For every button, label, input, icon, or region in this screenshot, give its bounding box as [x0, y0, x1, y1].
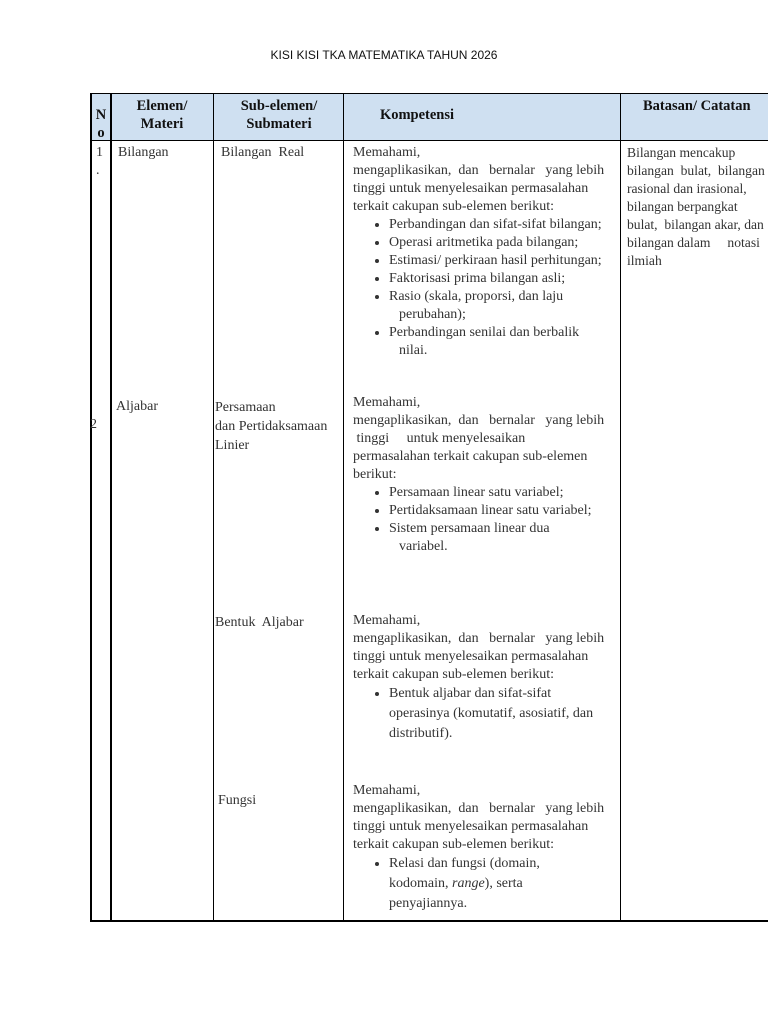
list-item-text: Sistem persamaan linear dua [389, 521, 550, 536]
note-line: rasional dan irasional, [627, 181, 747, 196]
list-item-text: Rasio (skala, proporsi, dan laju [389, 289, 564, 304]
komp-line: Memahami, [353, 395, 421, 410]
list-item: • Perbandingan dan sifat-sifat bilangan; [389, 216, 619, 234]
header-bottom-border [90, 140, 768, 141]
list-item-text: Perbandingan senilai dan berbalik [389, 325, 580, 340]
row2-subelemen [215, 398, 343, 455]
sub-line: Linier [215, 438, 250, 453]
list-item: • Operasi aritmetika pada bilangan; [389, 234, 619, 252]
komp-line: Memahami, [353, 145, 421, 160]
list-item-text: nilai. [399, 343, 428, 358]
note-line: ilmiah [627, 253, 662, 268]
list-item [389, 854, 619, 914]
header-subelemen-line1: Sub-elemen/ [240, 98, 318, 114]
komp-line: permasalahan terkait cakupan sub-elemen [353, 449, 588, 464]
row3-subelemen: Bentuk Aljabar [215, 615, 304, 630]
table-left-border [90, 93, 92, 922]
komp-line: Memahami, [353, 613, 421, 628]
list-item [389, 520, 619, 556]
komp-line: tinggi untuk menyelesaikan permasalahan [353, 181, 589, 196]
komp-line: mengaplikasikan, dan bernalar yang lebih [353, 163, 605, 178]
note-line: bilangan berpangkat [627, 199, 738, 214]
list-item [389, 288, 619, 324]
col-divider-kompetensi [620, 93, 621, 922]
text-part: kodomain, [389, 876, 452, 891]
header-elemen [112, 97, 212, 133]
header-batasan: Batasan/ Catatan [643, 98, 751, 114]
header-subelemen [215, 97, 343, 133]
list-item-text: perubahan); [399, 307, 466, 322]
header-elemen-line2: Materi [140, 116, 184, 132]
komp-line: tinggi untuk menyelesaikan [353, 431, 526, 446]
list-item: • Pertidaksamaan linear satu variabel; [389, 502, 619, 520]
komp-line: berikut: [353, 467, 397, 482]
text-part: ), serta [484, 876, 523, 891]
list-item: • Faktorisasi prima bilangan asli; [389, 270, 619, 288]
row1-subelemen: Bilangan Real [221, 145, 305, 160]
table-top-border [90, 93, 768, 94]
header-no-line1: N [95, 107, 107, 123]
list-item-text: operasinya (komutatif, asosiatif, dan [389, 706, 594, 721]
col-divider-elemen [213, 93, 214, 922]
row2-kompetensi-list [353, 484, 619, 556]
col-divider-subelemen [343, 93, 344, 922]
note-line: bilangan bulat, bilangan [627, 163, 765, 178]
komp-line: tinggi untuk menyelesaikan permasalahan [353, 819, 589, 834]
document-title: KISI KISI TKA MATEMATIKA TAHUN 2026 [270, 48, 498, 62]
row1-kompetensi [353, 144, 619, 360]
row1-elemen: Bilangan [118, 145, 169, 160]
row3-kompetensi-list [353, 684, 619, 744]
list-item-text: • Bentuk aljabar dan sifat-sifat [389, 686, 552, 701]
header-no-line2: o [97, 125, 105, 141]
row1-no-digit: 1 [96, 145, 103, 160]
sub-line: dan Pertidaksamaan [215, 419, 328, 434]
row1-batasan [627, 144, 768, 274]
komp-line: terkait cakupan sub-elemen berikut: [353, 837, 554, 852]
header-kompetensi: Kompetensi [379, 107, 455, 123]
komp-line: tinggi untuk menyelesaikan permasalahan [353, 649, 589, 664]
list-item: • Persamaan linear satu variabel; [389, 484, 619, 502]
komp-line: terkait cakupan sub-elemen berikut: [353, 667, 554, 682]
komp-line: terkait cakupan sub-elemen berikut: [353, 199, 554, 214]
col-divider-no [110, 93, 112, 922]
komp-line: mengaplikasikan, dan bernalar yang lebih [353, 413, 605, 428]
note-line: bilangan dalam notasi [627, 235, 760, 250]
header-subelemen-line2: Submateri [246, 116, 312, 132]
list-item-text: penyajiannya. [389, 896, 468, 911]
komp-line: mengaplikasikan, dan bernalar yang lebih [353, 631, 605, 646]
table-bottom-border [90, 920, 768, 922]
row2-kompetensi [353, 394, 619, 556]
list-item-text [389, 874, 619, 894]
note-line: bulat, bilangan akar, dan [627, 217, 764, 232]
list-item [389, 324, 619, 360]
row3-kompetensi [353, 612, 619, 744]
list-item-text: • Relasi dan fungsi (domain, [389, 856, 540, 871]
row1-kompetensi-list [353, 216, 619, 360]
note-line: Bilangan mencakup [627, 145, 736, 160]
row4-kompetensi [353, 782, 619, 914]
komp-line: mengaplikasikan, dan bernalar yang lebih [353, 801, 605, 816]
header-elemen-line1: Elemen/ [136, 98, 188, 114]
list-item [389, 684, 619, 744]
row1-no-dot: . [96, 163, 100, 178]
list-item-text: variabel. [399, 539, 448, 554]
list-item-text: distributif). [389, 726, 453, 741]
text-part-italic: range [452, 876, 485, 891]
list-item: • Estimasi/ perkiraan hasil perhitungan; [389, 252, 619, 270]
sub-line: Persamaan [215, 400, 276, 415]
komp-line: Memahami, [353, 783, 421, 798]
row2-elemen: Aljabar [116, 399, 158, 414]
row1-no [96, 144, 108, 180]
row4-subelemen: Fungsi [218, 793, 257, 808]
row4-kompetensi-list [353, 854, 619, 914]
row2-no: 2 [90, 417, 97, 432]
header-no [92, 106, 110, 142]
